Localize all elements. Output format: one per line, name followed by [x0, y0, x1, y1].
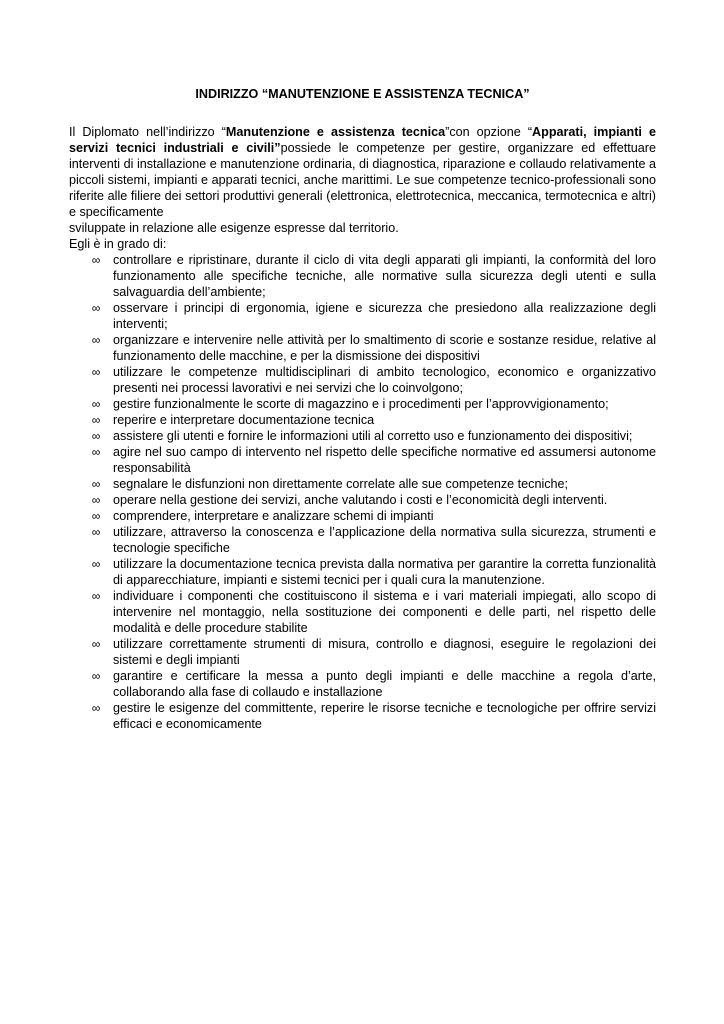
list-item-text: utilizzare, attraverso la conoscenza e l’applicazione della normativa sulla sicurezza, strumenti e tecnologie specifiche: [113, 525, 656, 555]
list-item: [91, 364, 656, 396]
infinity-bullet-icon: ∞: [91, 253, 101, 267]
list-item: [91, 444, 656, 476]
list-item: [91, 668, 656, 700]
list-item-text: operare nella gestione dei servizi, anche valutando i costi e l’economicità degli interventi.: [113, 493, 608, 507]
infinity-bullet-icon: ∞: [91, 493, 101, 507]
intro-bold-course: Manutenzione e assistenza tecnica: [225, 125, 446, 139]
intro-paragraph: [69, 124, 656, 220]
list-item: [91, 396, 656, 412]
abilities-list: [69, 252, 656, 732]
list-item-text: controllare e ripristinare, durante il ciclo di vita degli apparati gli impianti, la conformità del loro funzionamento alle specifiche tecniche, alle normative sulla sicurezza degli utenti e sulla salvaguardia dell’ambiente;: [113, 253, 656, 299]
list-item: [91, 476, 656, 492]
infinity-bullet-icon: ∞: [91, 557, 101, 571]
list-item-text: agire nel suo campo di intervento nel rispetto delle specifiche normative ed assumersi autonome responsabilità: [113, 445, 656, 475]
intro-text-3: possiede le competenze per gestire, organizzare ed effettuare interventi di installazione e manutenzione ordinaria, di diagnostica, riparazione e collaudo relativamente a piccoli sistemi, impianti e apparati tecnici, anche marittimi. Le sue competenze tecnico-professionali sono riferite alle filiere dei settori produttivi generali (elettronica, elettrotecnica, meccanica, termotecnica e altri) e specificamente: [69, 141, 656, 219]
list-item: [91, 556, 656, 588]
list-item: [91, 700, 656, 732]
infinity-bullet-icon: ∞: [91, 429, 101, 443]
list-item: [91, 636, 656, 668]
intro-tail: sviluppate in relazione alle esigenze espresse dal territorio.: [69, 221, 399, 235]
list-item-text: gestire le esigenze del committente, reperire le risorse tecniche e tecnologiche per offrire servizi efficaci e economicamente: [113, 701, 656, 731]
list-item: [91, 492, 656, 508]
infinity-bullet-icon: ∞: [91, 397, 101, 411]
list-item-text: individuare i componenti che costituiscono il sistema e i vari materiali impiegati, allo scopo di intervenire nel montaggio, nella sostituzione dei componenti e delle parti, nel rispetto delle modalità e delle procedure stabilite: [113, 589, 656, 635]
list-item-text: comprendere, interpretare e analizzare schemi di impianti: [113, 509, 434, 523]
list-item: [91, 300, 656, 332]
infinity-bullet-icon: ∞: [91, 365, 101, 379]
list-item: [91, 332, 656, 364]
infinity-bullet-icon: ∞: [91, 701, 101, 715]
infinity-bullet-icon: ∞: [91, 637, 101, 651]
list-item: [91, 588, 656, 636]
document-page: [69, 86, 656, 732]
list-item: [91, 508, 656, 524]
document-title: INDIRIZZO “MANUTENZIONE E ASSISTENZA TECNICA”: [195, 87, 530, 101]
infinity-bullet-icon: ∞: [91, 445, 101, 459]
infinity-bullet-icon: ∞: [91, 413, 101, 427]
intro-bold-option: Apparati, impianti e servizi tecnici industriali e civili”: [69, 125, 656, 155]
list-item: [91, 252, 656, 300]
list-item-text: assistere gli utenti e fornire le informazioni utili al corretto uso e funzionamento dei dispositivi;: [113, 429, 633, 443]
list-item: [91, 412, 656, 428]
list-item: [91, 524, 656, 556]
list-item: [91, 428, 656, 444]
abilities-lead: Egli è in grado di:: [69, 237, 167, 251]
infinity-bullet-icon: ∞: [91, 333, 101, 347]
list-item-text: garantire e certificare la messa a punto degli impianti e delle macchine a regola d’arte, collaborando alla fase di collaudo e installazione: [113, 669, 656, 699]
intro-text-1: Il Diplomato nell’indirizzo “: [69, 125, 226, 139]
list-item-text: organizzare e intervenire nelle attività per lo smaltimento di scorie e sostanze residue, relative al funzionamento delle macchine, e per la dismissione dei dispositivi: [113, 333, 656, 363]
infinity-bullet-icon: ∞: [91, 589, 101, 603]
list-item-text: utilizzare le competenze multidisciplinari di ambito tecnologico, economico e organizzativo presenti nei processi lavorativi e nei servizi che lo coinvolgono;: [113, 365, 656, 395]
intro-text-2: ”con opzione “: [445, 125, 533, 139]
list-item-text: utilizzare correttamente strumenti di misura, controllo e diagnosi, eseguire le regolazioni dei sistemi e degli impianti: [113, 637, 656, 667]
list-item-text: osservare i principi di ergonomia, igiene e sicurezza che presiedono alla realizzazione degli interventi;: [113, 301, 656, 331]
list-item-text: utilizzare la documentazione tecnica prevista dalla normativa per garantire la corretta funzionalità di apparecchiature, impianti e sistemi tecnici per i quali cura la manutenzione.: [113, 557, 656, 587]
infinity-bullet-icon: ∞: [91, 669, 101, 683]
infinity-bullet-icon: ∞: [91, 477, 101, 491]
infinity-bullet-icon: ∞: [91, 525, 101, 539]
infinity-bullet-icon: ∞: [91, 509, 101, 523]
list-item-text: gestire funzionalmente le scorte di magazzino e i procedimenti per l’approvvigionamento;: [113, 397, 609, 411]
list-item-text: segnalare le disfunzioni non direttamente correlate alle sue competenze tecniche;: [113, 477, 569, 491]
list-item-text: reperire e interpretare documentazione tecnica: [113, 413, 375, 427]
infinity-bullet-icon: ∞: [91, 301, 101, 315]
